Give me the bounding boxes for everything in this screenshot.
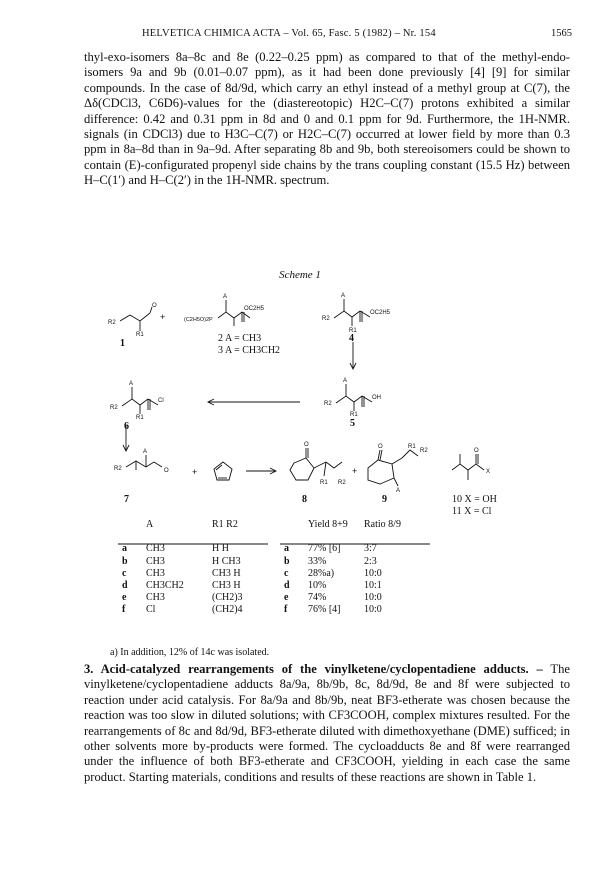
table-row: f 76% [4] 10:0	[284, 604, 382, 616]
plus-sign-3: +	[352, 466, 358, 476]
plus-sign: +	[160, 312, 166, 322]
atom-label-o-7: O	[164, 468, 169, 474]
table-row: d 10% 10:1	[284, 579, 382, 591]
table-row: a CH3 H H	[122, 543, 229, 555]
table-row: b CH3 H CH3	[122, 555, 241, 567]
atom-label-a-4: A	[341, 293, 346, 299]
atom-label-r1-8: R1	[320, 480, 328, 486]
table-footnote: a) In addition, 12% of 14c was isolated.	[110, 647, 270, 658]
yield-header-row	[284, 519, 414, 531]
compound-label-7: 7	[124, 494, 129, 505]
header-a: A	[146, 519, 154, 530]
atom-label-a-5: A	[343, 378, 348, 384]
header-yield: Yield 8+9	[308, 519, 348, 530]
atom-label-r1-1: R1	[136, 332, 144, 338]
atom-label-a-9: A	[396, 488, 401, 494]
substituent-table	[122, 519, 264, 617]
atom-label-r2-1: R2	[108, 320, 116, 326]
atom-label-r2-4: R2	[322, 316, 330, 322]
phosphonate-label: (C2H5O)2P	[184, 317, 213, 323]
table-header-row	[122, 519, 264, 531]
plus-sign-2: +	[192, 467, 198, 477]
atom-label-r1-4: R1	[349, 328, 357, 334]
atom-label-x: X	[486, 469, 491, 475]
journal-running-title: HELVETICA CHIMICA ACTA – Vol. 65, Fasc. 5 (1982) – Nr. 154	[142, 28, 436, 39]
atom-label-r2-7: R2	[114, 466, 122, 472]
header-ratio: Ratio 8/9	[364, 519, 401, 530]
table-row: f Cl (CH2)4	[122, 604, 243, 616]
atom-label-r2-6: R2	[110, 405, 118, 411]
table-row: e 74% 10:0	[284, 592, 382, 604]
table-row: a 77% [6] 3:7	[284, 543, 377, 555]
table-row: d CH3CH2 CH3 H	[122, 579, 241, 591]
atom-label-o-8: O	[304, 442, 309, 448]
atom-label-oet-4: OC2H5	[370, 310, 391, 316]
atom-label-r2-5: R2	[324, 401, 332, 407]
atom-label-r1-9: R1	[408, 444, 416, 450]
compound-label-9: 9	[382, 494, 387, 505]
atom-label-r2-8: R2	[338, 480, 346, 486]
scheme-title: Scheme 1	[279, 269, 321, 281]
atom-label-a-2: A	[223, 294, 228, 300]
table-row: b 33% 2:3	[284, 555, 377, 567]
atom-label-o-10: O	[474, 448, 479, 454]
atom-label-o-1: O	[152, 303, 157, 309]
body-paragraph-1: thyl-exo-isomers 8a–8c and 8e (0.22–0.25 ppm) as compared to that of the methyl-endo-isomers 9a and 9b (0.01–0.07 ppm), as it had been done previously [4] [9] for similar compounds. In the case of 8d/9d, which carry an ethyl instead of a methyl group at C(7), the Δδ(CDCl3, C6D6)-values for the (diastereotopic) H2C–C(7) protons exhibited a similar difference: 0.42 and 0.31 ppm in 8d and 0 and 0.1 ppm for 9d. Furthermore, the 1H-NMR. signals (in CDCl3) due to H3C–C(7) or H2C–C(7) occurred at lower field by more than 0.3 ppm in 8a–8d than in 9a–9d. After separating 8b and 9b, both stereoisomers could be shown to contain (E)-configurated propenyl side chains by the trans coupling constant (15.5 Hz) between H–C(1′) and H–C(2′) in the 1H-NMR. spectrum.	[84, 50, 570, 188]
page-number: 1565	[551, 28, 572, 39]
compound-label-5: 5	[350, 418, 355, 429]
atom-label-r1-6: R1	[136, 415, 144, 421]
atom-label-a-7: A	[143, 449, 148, 455]
atom-label-r2-9: R2	[420, 448, 428, 454]
section-3-text: The vinylketene/cyclopentadiene adducts 8a/9a, 8b/9b, 8c, 8d/9d, 8e and 8f were subjected to reaction under acid catalysis. For 8a/9a and 8b/9b, neat BF3-etherate was chosen because the reaction was too slow in diluted solutions; with CF3COOH, complex mixtures resulted. For the rearrangements of 8c and 8d/9d, BF3-etherate diluted with dimethoxyethane (DME) sufficed; in other solvents more by-products were formed. The cycloadducts 8e and 8f were rearranged under the influence of both BF3-etherate and CF3COOH, yielding in each case the same product. Starting materials, conditions and results of these reactions are shown in Table 1.	[84, 662, 571, 784]
atom-label-oh-5: OH	[372, 395, 381, 401]
section-3-heading: 3. Acid-catalyzed rearrangements of the vinylketene/cyclopentadiene adducts. –	[84, 662, 543, 676]
compound-label-11: 11 X = Cl	[452, 506, 492, 517]
section-3-paragraph	[84, 662, 570, 785]
table-row: e CH3 (CH2)3	[122, 592, 243, 604]
compound-label-1: 1	[120, 338, 125, 349]
compound-label-10: 10 X = OH	[452, 494, 497, 505]
atom-label-r1-5: R1	[350, 412, 358, 418]
compound-label-3: 3 A = CH3CH2	[218, 345, 281, 356]
atom-label-o-9: O	[378, 444, 383, 450]
compound-label-2: 2 A = CH3	[218, 333, 262, 344]
header-r1-r2: R1 R2	[212, 519, 238, 530]
table-row: c CH3 CH3 H	[122, 567, 241, 579]
yield-table	[284, 519, 414, 617]
atom-label-cl-6: Cl	[158, 398, 164, 404]
compound-label-8: 8	[302, 494, 307, 505]
table-row: c 28%a) 10:0	[284, 567, 382, 579]
compound-label-4: 4	[349, 333, 354, 344]
compound-label-6: 6	[124, 421, 129, 432]
atom-label-oet-2: OC2H5	[244, 306, 265, 312]
atom-label-a-6: A	[129, 381, 134, 387]
